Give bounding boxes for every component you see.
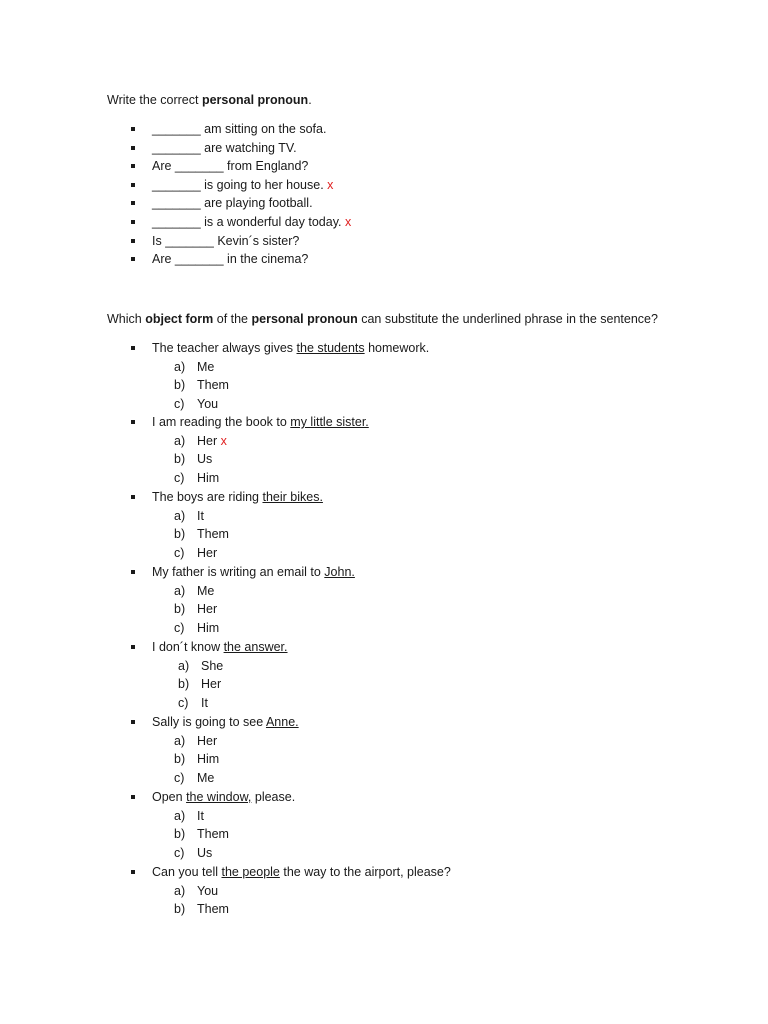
option-text: It xyxy=(201,696,208,711)
question-text: Open the window, please. xyxy=(152,790,296,804)
option-text: She xyxy=(201,658,224,673)
option-letter: c) xyxy=(174,621,185,636)
option-text: Her xyxy=(197,733,218,748)
bullet-icon xyxy=(131,127,135,131)
option-letter: a) xyxy=(174,508,186,523)
option-letter: b) xyxy=(174,527,186,542)
option-letter: c) xyxy=(178,696,189,711)
option-letter: b) xyxy=(174,752,186,767)
instruction-bold: personal pronoun xyxy=(201,93,309,107)
option-text: Me xyxy=(197,771,215,786)
option-letter: a) xyxy=(174,883,186,898)
option-text: You xyxy=(197,883,219,898)
option-letter: c) xyxy=(174,771,185,786)
option-letter: a) xyxy=(174,733,186,748)
bullet-icon xyxy=(131,146,135,150)
bullet-icon xyxy=(131,346,135,350)
bullet-icon xyxy=(131,795,135,799)
option-letter: b) xyxy=(174,452,186,467)
option-text: Her xyxy=(197,546,218,561)
bullet-icon xyxy=(131,257,135,261)
question-text: My father is writing an email to John. xyxy=(152,565,355,579)
option-letter: c) xyxy=(174,546,185,561)
bullet-icon xyxy=(131,570,135,574)
option-letter: b) xyxy=(178,677,190,692)
option-letter: a) xyxy=(174,359,186,374)
bullet-icon xyxy=(131,495,135,499)
underlined-phrase: the window, xyxy=(186,790,252,804)
option-text: Them xyxy=(197,527,229,542)
option-letter: b) xyxy=(174,378,186,393)
option-text: Him xyxy=(197,752,220,767)
bullet-icon xyxy=(131,420,135,424)
option-letter: b) xyxy=(174,902,186,917)
bullet-icon xyxy=(131,220,135,224)
section1-instruction xyxy=(107,92,312,108)
instruction-text: . xyxy=(308,93,312,107)
question-text: The teacher always gives the students homework. xyxy=(152,341,430,355)
bullet-icon xyxy=(131,645,135,649)
option-text: Me xyxy=(197,359,215,374)
option-text: Us xyxy=(197,452,213,467)
wrong-mark: x xyxy=(220,433,227,448)
option-letter: a) xyxy=(178,658,190,673)
option-text: You xyxy=(197,397,219,412)
section2-instruction: Which object form of the personal pronoun can substitute the underlined phrase in the sentence? xyxy=(107,312,658,326)
question-text: I am reading the book to my little sister. xyxy=(152,415,369,429)
bullet-icon xyxy=(131,870,135,874)
option-text: Him xyxy=(197,621,220,636)
option-text: Them xyxy=(197,827,229,842)
option-text: It xyxy=(197,508,204,523)
option-text: Us xyxy=(197,846,213,861)
option-text: Her xyxy=(201,677,222,692)
option-letter: c) xyxy=(174,471,185,486)
underlined-phrase: my little sister. xyxy=(290,415,369,429)
bullet-icon xyxy=(131,239,135,243)
option-letter: c) xyxy=(174,397,185,412)
option-text: Her xyxy=(197,602,218,617)
bullet-icon xyxy=(131,164,135,168)
bullet-icon xyxy=(131,201,135,205)
option-text: Them xyxy=(197,378,229,393)
question-text: I don´t know the answer. xyxy=(152,640,288,654)
underlined-phrase: the answer. xyxy=(223,640,288,654)
option-text: It xyxy=(197,808,204,823)
option-text: Her x xyxy=(197,433,227,448)
instruction-text: Write the correct xyxy=(107,93,202,107)
option-letter: a) xyxy=(174,808,186,823)
option-letter: b) xyxy=(174,602,186,617)
option-letter: c) xyxy=(174,846,185,861)
underlined-phrase: John. xyxy=(324,565,355,579)
wrong-mark: x xyxy=(344,215,352,229)
underlined-phrase: Anne. xyxy=(265,715,299,729)
bullet-icon xyxy=(131,183,135,187)
question-text: Can you tell the people the way to the airport, please? xyxy=(152,865,451,879)
option-text: Him xyxy=(197,471,220,486)
underlined-phrase: the people xyxy=(221,865,280,879)
option-letter: a) xyxy=(174,433,186,448)
underlined-phrase: the students xyxy=(296,341,365,355)
question-text: Sally is going to see Anne. xyxy=(152,715,299,729)
option-text: Them xyxy=(197,902,229,917)
option-letter: b) xyxy=(174,827,186,842)
underlined-phrase: their bikes. xyxy=(262,490,323,504)
option-text: Me xyxy=(197,583,215,598)
wrong-mark: x xyxy=(327,177,334,192)
option-letter: a) xyxy=(174,583,186,598)
question-text: The boys are riding their bikes. xyxy=(152,490,323,504)
document-page: Write the correct personal pronoun. _______ am sitting on the sofa. _______ are watching TV. Are _______ from England? _______ is going to her house. x _______ are playing football. _______ is a wonderful day today. x Is _______ Kevin´s sister? Are _______ in the cinema? Which object form of the personal pronoun can substitute the underlined phrase in the sentence? The teacher always gives the students homework. a) Me b) Them c) You I am reading the book to my little sister. a) Her x b) Us c) Him The boys are riding their bikes. a) It b) Them c) Her My father is writing an email to John. a) Me b) Her c) Him I don´t know the answer. a) She b) Her c) It Sally is going to see Anne. a) Her b) Him c) Me Open the window, please. a) It b) Them c) Us Can you tell the people the way to the airport, please? a) You b) Them xyxy=(107,93,658,917)
bullet-icon xyxy=(131,720,135,724)
